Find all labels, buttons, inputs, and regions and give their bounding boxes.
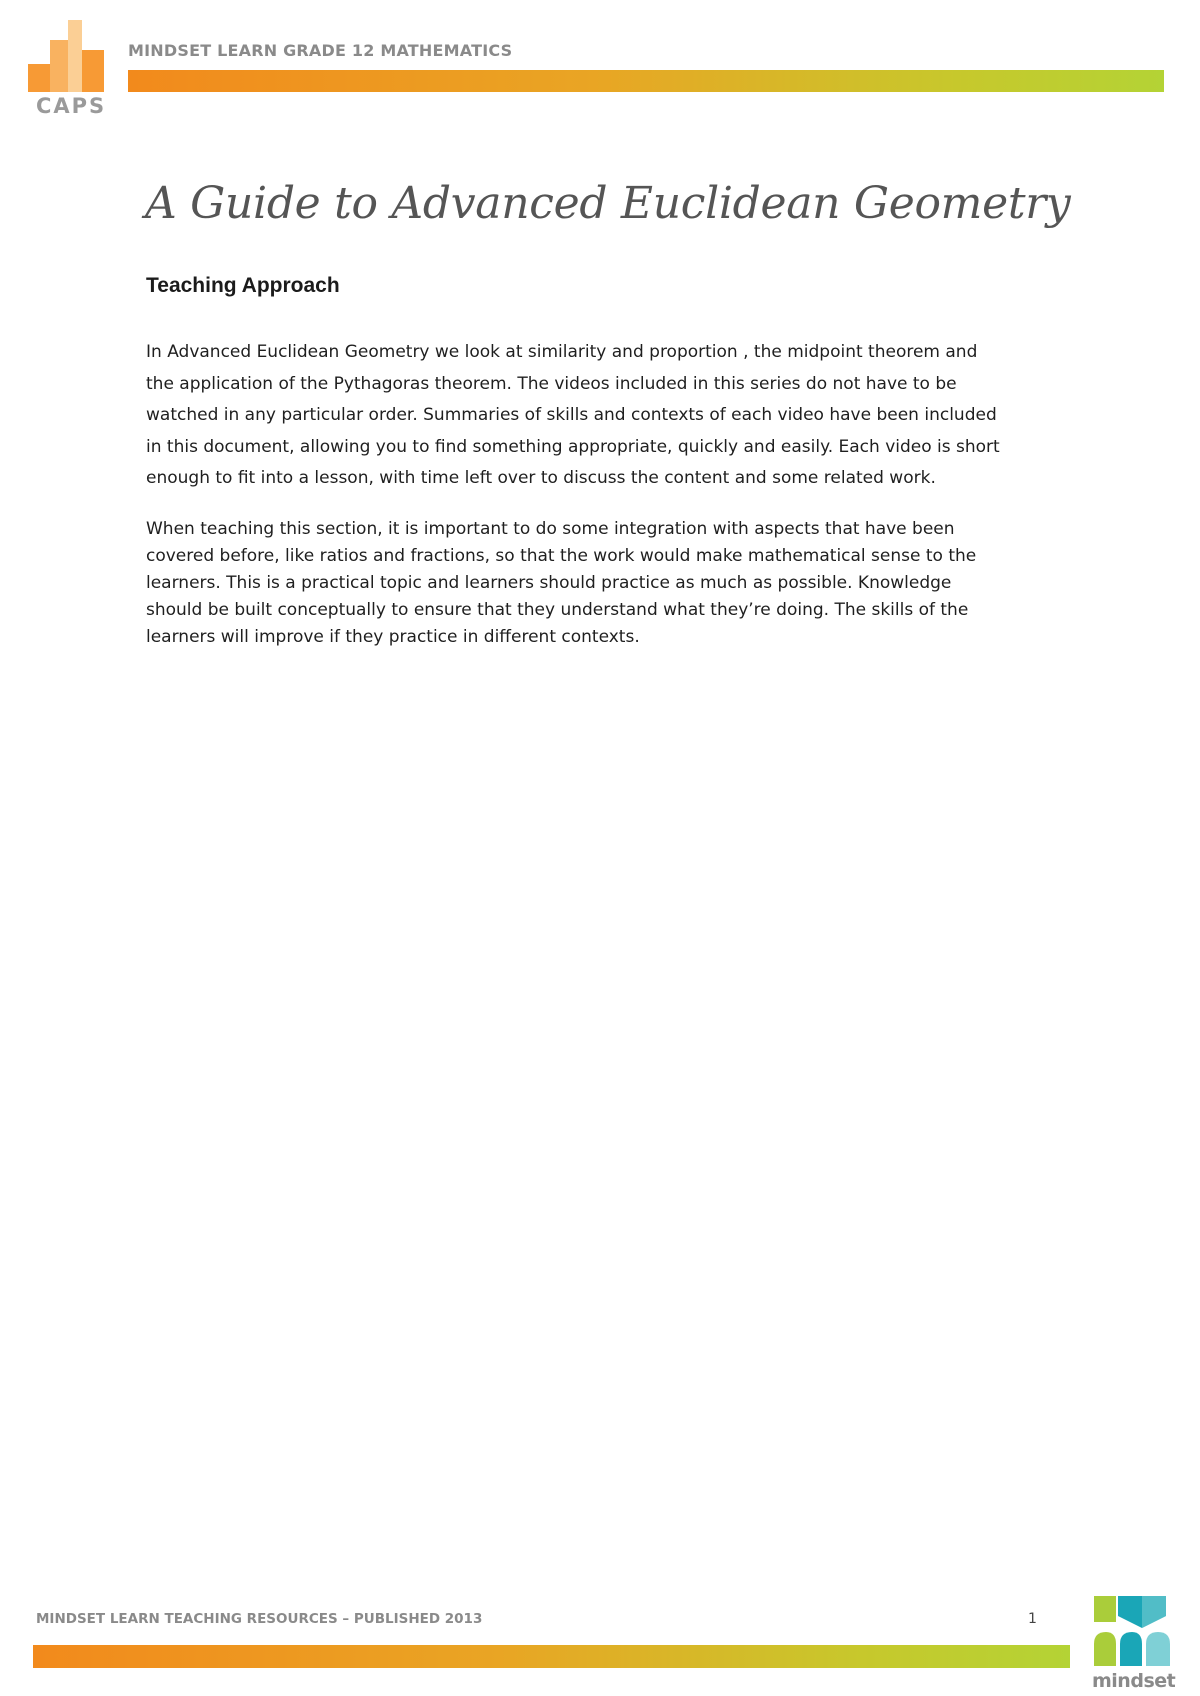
footer-text: MINDSET LEARN TEACHING RESOURCES – PUBLISHED 2013: [36, 1611, 483, 1627]
mindset-logo-teal-chevron: [1118, 1596, 1166, 1628]
paragraph-line: should be built conceptually to ensure that they understand what they’re doing. The skills of the: [146, 600, 969, 620]
paragraph-line: learners. This is a practical topic and learners should practice as much as possible. Knowledge: [146, 573, 952, 593]
caps-logo-bar: [28, 64, 50, 92]
paragraph-line: In Advanced Euclidean Geometry we look at similarity and proportion , the midpoint theorem and: [146, 342, 978, 362]
paragraph-line: enough to fit into a lesson, with time left over to discuss the content and some related work.: [146, 468, 936, 488]
caps-logo-bar: [68, 20, 82, 92]
paragraph-line: in this document, allowing you to find something appropriate, quickly and easily. Each video is short: [146, 436, 1000, 457]
header-gradient-bar: [128, 70, 1164, 92]
caps-logo-bar: [50, 40, 68, 92]
paragraph-line: watched in any particular order. Summaries of skills and contexts of each video have been included: [146, 405, 997, 425]
paragraph-teaching: [146, 516, 1066, 651]
mindset-logo-text: mindset: [1092, 1670, 1176, 1692]
mindset-logo-m-mark: [1094, 1632, 1170, 1666]
paragraph-line: the application of the Pythagoras theorem. The videos included in this series do not have to be: [146, 373, 957, 394]
mindset-logo: [1094, 1596, 1178, 1696]
paragraph-line: covered before, like ratios and fractions, so that the work would make mathematical sense to the: [146, 546, 977, 566]
paragraph-intro: [146, 337, 1066, 495]
paragraph-line: learners will improve if they practice in different contexts.: [146, 627, 640, 647]
caps-logo: [28, 20, 108, 120]
caps-logo-bars: [28, 20, 104, 92]
document-title: A Guide to Advanced Euclidean Geometry: [145, 178, 1071, 229]
section-heading: Teaching Approach: [146, 274, 340, 297]
caps-logo-text: CAPS: [36, 94, 107, 118]
page-number: 1: [1028, 1611, 1037, 1627]
header-title: MINDSET LEARN GRADE 12 MATHEMATICS: [128, 41, 513, 60]
mindset-logo-green-block: [1094, 1596, 1116, 1622]
caps-logo-bar: [82, 50, 104, 92]
paragraph-line: When teaching this section, it is important to do some integration with aspects that have been: [146, 519, 955, 539]
footer-gradient-bar: [33, 1645, 1070, 1668]
